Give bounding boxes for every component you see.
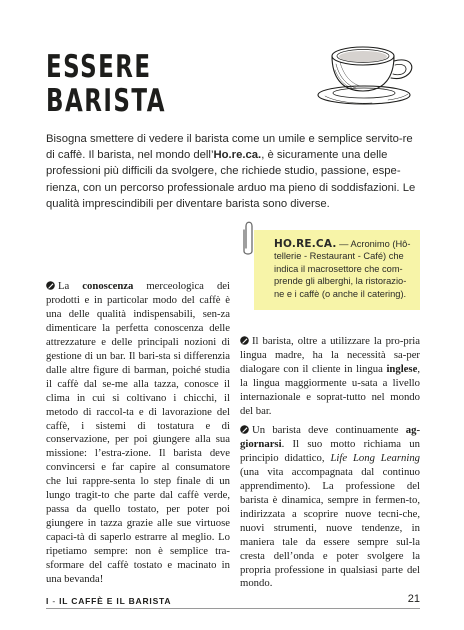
title-line-2: BARISTA xyxy=(46,83,166,119)
inglese-bold: inglese xyxy=(386,362,418,375)
intro-horeca-term: Ho.re.ca. xyxy=(213,149,262,162)
paragraph-aggiornarsi xyxy=(240,424,420,591)
footer-section: IL CAFFÈ E IL BARISTA xyxy=(59,596,172,606)
conoscenza-post: merceologica dei prodotti e in particolar modo del caffè è una delle qualità indispensabili, sen-za dimenticare la perfetta conoscenza delle attrezzature e delle principali nozioni di gestione di un bar. Il bari-sta si differenzia dalle altre figure di barman, poiché studia il caffè dal se-me alla tazza, conosce il clima in cui si coltivano i chicchi, il metodo di raccol-ta e di lavorazione del caffè, i sistemi di tostatura e di conservazione, per poi giungere alla sua missione: l’estra-zione. Il barista deve convincersi e far capire al consumatore che lui rappre-senta lo step finale di un lungo tragit-to che parte dal caffè verde, passa da quello tostato, per poter poi giungere in tazza grazie alle sue virtuose capaci-tà di saperlo estrarre al meglio. Lo ripetiamo sempre: non è semplice tra-sformare del caffè tostato e macinato in una bevanda! xyxy=(46,280,230,586)
pencil-icon xyxy=(46,281,56,290)
aggiornarsi-pre: Un barista deve continuamente xyxy=(252,424,406,436)
page-title xyxy=(46,50,166,118)
page-number: 21 xyxy=(407,593,420,605)
intro-paragraph xyxy=(46,131,416,212)
inglese-pre: Il barista, oltre a utilizzare la pro-pria lingua madre, ha la necessità sa-per dialogare con il cliente in lingua xyxy=(240,335,420,375)
paragraph-conoscenza xyxy=(46,280,230,587)
note-definition: — Acronimo (Hô-tellerie - Restaurant - Café) che indica il macrosettore che com-prende gli alberghi, la ristorazio-ne e i caffè (o anche il catering). xyxy=(274,239,411,299)
paragraph-inglese xyxy=(240,335,420,419)
horeca-definition-note xyxy=(254,230,420,310)
note-text xyxy=(274,238,412,300)
conoscenza-pre: La xyxy=(58,280,83,292)
pencil-icon xyxy=(240,425,250,434)
inglese-post: , la lingua maggiormente u-sata a livello internazionale e soprat-tutto nel mondo del bar. xyxy=(240,362,420,417)
aggiornarsi-bold: ag-giornarsi xyxy=(240,424,420,450)
intro-text-start: Bisogna smettere di vedere il barista come un umile e semplice servito-re di caffè. Il barista, nel mondo dell’ xyxy=(46,133,413,162)
aggiornarsi-italic: Life Long Learning xyxy=(330,451,421,464)
coffee-cup-illustration xyxy=(316,42,420,106)
footer-chapter: I xyxy=(46,596,50,606)
aggiornarsi-mid: . Il suo motto richiama un principio didattico, xyxy=(240,437,420,464)
footer-rule xyxy=(46,608,420,609)
intro-text-end: , è sicuramente una delle professioni più difficili da svolgere, che richiede studio, passione, espe-rienza, con un percorso professionale arduo ma pieno di soddisfazioni. Le qualità imprescindibili per diventare barista sono diverse. xyxy=(46,149,416,210)
conoscenza-bold: conoscenza xyxy=(82,280,134,292)
footer-separator: - xyxy=(49,596,60,606)
note-term: HO.RE.CA. xyxy=(274,238,337,250)
pencil-icon xyxy=(240,336,250,345)
title-line-1: ESSERE xyxy=(46,49,152,85)
running-footer xyxy=(46,596,171,606)
aggiornarsi-post: (una vita accompagnata dal continuo apprendimento). La professione del barista è dinamica, sempre in fermen-to, indirizzata a scoprire nuove tecni-che, nuovi strumenti, nuove tendenze, in maniera tale da essere sempre sul-la cresta dell’onda e poter svolgere la propria professione in qualsiasi parte del mondo. xyxy=(240,465,420,590)
